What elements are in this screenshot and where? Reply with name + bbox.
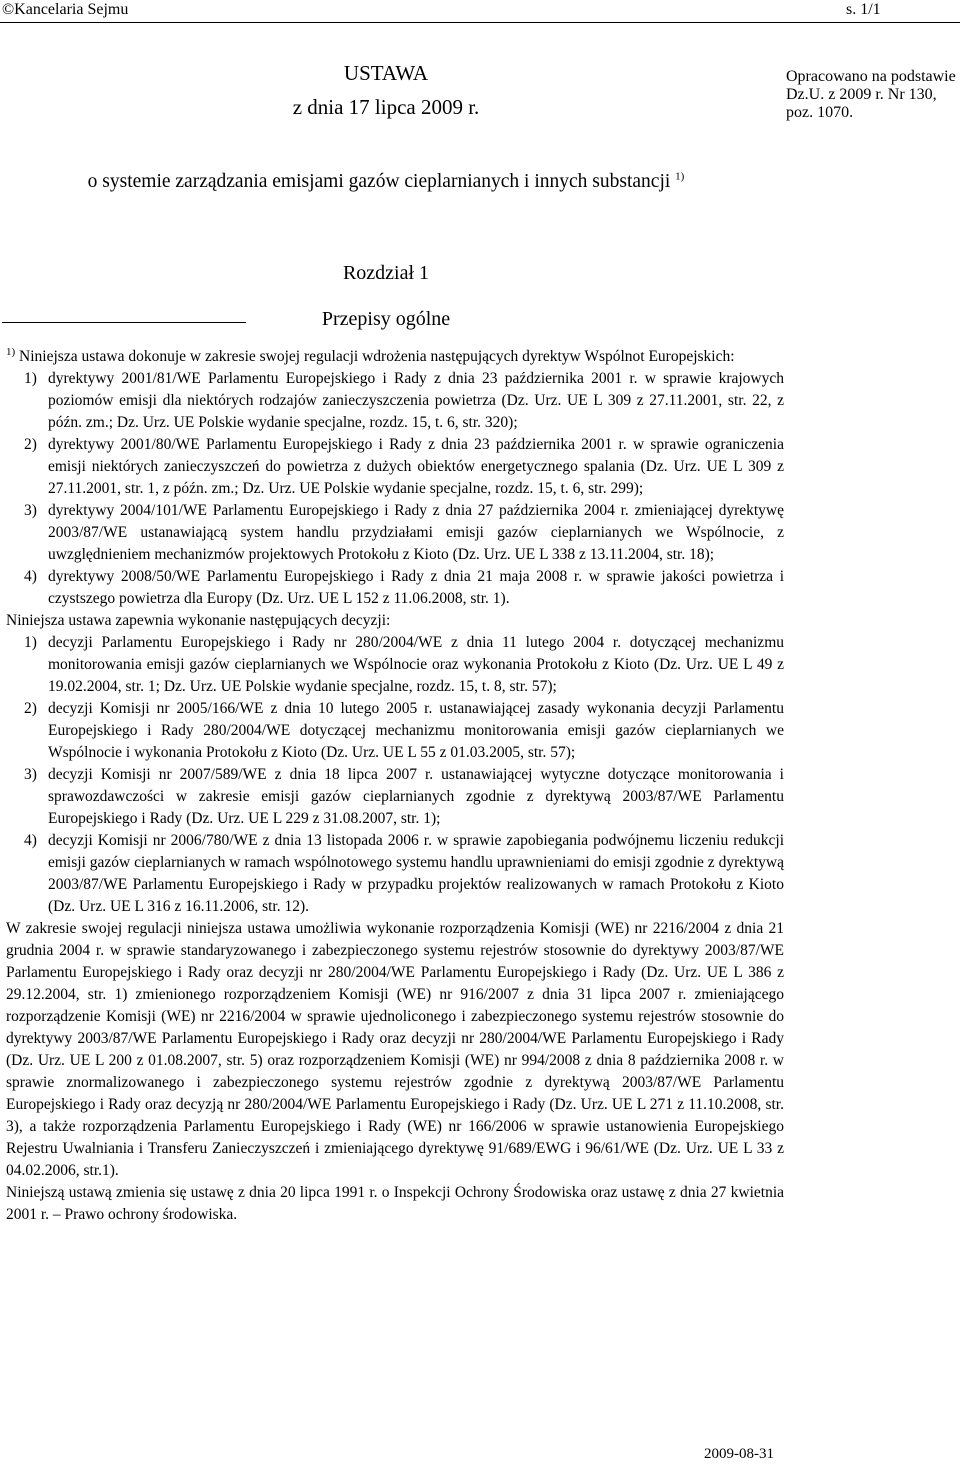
directive-list (6, 368, 784, 610)
footnote-divider (2, 322, 246, 323)
list-item-text: decyzji Komisji nr 2005/166/WE z dnia 10 lutego 2005 r. ustanawiającej zasady wykonania decyzji Parlamentu Europejskiego i Rady 280/2004/WE dotyczącej mechanizmu monitorowania emisji gazów cieplarnianych we Wspólnocie i wykonania Protokołu z Kioto (Dz. Urz. UE L 55 z 01.03.2005, str. 57); (48, 700, 784, 761)
list-item (6, 368, 784, 434)
list-item-text: dyrektywy 2001/81/WE Parlamentu Europejskiego i Rady z dnia 23 października 2001 r. w sprawie krajowych poziomów emisji dla niektórych rodzajów zanieczyszczenia powietrza (Dz. Urz. UE L 309 z 27.11.2001, str. 22, z późn. zm.; Dz. Urz. UE Polskie wydanie specjalne, rozdz. 15, t. 6, str. 320); (48, 370, 784, 431)
amendment-paragraph: Niniejszą ustawą zmienia się ustawę z dnia 20 lipca 1991 r. o Inspekcji Ochrony Środowiska oraz ustawę z dnia 27 kwietnia 2001 r. – Prawo ochrony środowiska. (6, 1184, 784, 1223)
source-note: Opracowano na podstawie Dz.U. z 2009 r. Nr 130, poz. 1070. (786, 68, 956, 121)
act-subject-footnote-ref: 1) (675, 170, 685, 183)
decisions-intro: Niniejsza ustawa zapewnia wykonanie następujących decyzji: (6, 612, 391, 629)
act-subject-text: o systemie zarządzania emisjami gazów cieplarnianych i innych substancji (87, 171, 671, 192)
list-item-text: decyzji Komisji nr 2007/589/WE z dnia 18 lipca 2007 r. ustanawiającej wytyczne dotyczące monitorowania i sprawozdawczości w zakresie emisji gazów cieplarnianych zgodnie z dyrektywą 2003/87/WE Parlamentu Europejskiego i Rady (Dz. Urz. UE L 229 z 31.08.2007, str. 1); (48, 766, 784, 827)
list-item (6, 764, 784, 830)
decision-list (6, 632, 784, 918)
list-item-number: 1) (24, 634, 37, 651)
list-item (6, 830, 784, 918)
list-item-text: dyrektywy 2004/101/WE Parlamentu Europejskiego i Rady z dnia 27 października 2004 r. zmieniającej dyrektywę 2003/87/WE ustanawiającą system handlu przydziałami emisji gazów cieplarnianych we Wspólnocie, z uwzględnieniem mechanizmów projektowych Protokołu z Kioto (Dz. Urz. UE L 338 z 13.11.2004, str. 18); (48, 502, 784, 563)
act-title: USTAWA (343, 61, 429, 85)
chapter-heading (0, 250, 772, 342)
list-item-number: 4) (24, 832, 37, 849)
header-divider (0, 22, 960, 23)
act-date: z dnia 17 lipca 2009 r. (292, 95, 480, 119)
regulation-paragraph: W zakresie swojej regulacji niniejsza ustawa umożliwia wykonanie rozporządzenia Komisji (WE) nr 2216/2004 z dnia 21 grudnia 2004 r. w sprawie standaryzowanego i zabezpieczonego systemu rejestrów stosownie do dyrektywy 2003/87/WE Parlamentu Europejskiego i Rady oraz decyzji nr 280/2004/WE Parlamentu Europejskiego i Rady (Dz. Urz. UE L 386 z 29.12.2004, str. 1) zmienionego rozporządzeniem Komisji (WE) nr 916/2007 z dnia 31 lipca 2007 r. zmieniającego rozporządzenie Komisji (WE) nr 2216/2004 w sprawie ujednoliconego i zabezpieczonego systemu rejestrów stosownie do dyrektywy 2003/87/WE Parlamentu Europejskiego i Rady oraz decyzji nr 280/2004/WE Parlamentu Europejskiego i Rady (Dz. Urz. UE L 200 z 01.08.2007, str. 5) oraz rozporządzeniem Komisji (WE) nr 994/2008 z dnia 8 października 2008 r. w sprawie znormalizowanego i zabezpieczonego systemu rejestrów zgodnie z dyrektywą 2003/87/WE Parlamentu Europejskiego i Rady oraz decyzją nr 280/2004/WE Parlamentu Europejskiego i Rady (Dz. Urz. UE L 271 z 11.10.2008, str. 3), a także rozporządzenia Parlamentu Europejskiego i Rady (WE) nr 166/2006 w sprawie ustanowienia Europejskiego Rejestru Uwalniania i Transferu Zanieczyszczeń i zmieniającego dyrektywę 91/689/EWG i 96/61/WE (Dz. Urz. UE L 33 z 04.02.2006, str.1). (6, 920, 784, 1179)
list-item (6, 698, 784, 764)
footnote-mark: 1) (6, 345, 16, 358)
footnote-intro-text: Niniejsza ustawa dokonuje w zakresie swojej regulacji wdrożenia następujących dyrektyw Wspólnot Europejskich: (19, 348, 735, 365)
header-copyright: ©Kancelaria Sejmu (2, 1, 129, 18)
list-item-text: decyzji Parlamentu Europejskiego i Rady nr 280/2004/WE z dnia 11 lutego 2004 r. dotyczącej mechanizmu monitorowania emisji gazów cieplarnianych we Wspólnocie oraz wykonania Protokołu z Kioto (Dz. Urz. UE L 49 z 19.02.2004, str. 1; Dz. Urz. UE Polskie wydanie specjalne, rozdz. 15, t. 8, str. 57); (48, 634, 784, 695)
list-item-number: 3) (24, 766, 37, 783)
list-item (6, 632, 784, 698)
list-item-text: decyzji Komisji nr 2006/780/WE z dnia 13 listopada 2006 r. w sprawie zapobiegania podwójnemu liczeniu redukcji emisji gazów cieplarnianych w ramach wspólnotowego systemu handlu uprawnieniami do emisji zgodnie z dyrektywą 2003/87/WE Parlamentu Europejskiego i Rady w przypadku projektów realizowanych w ramach Protokołu z Kioto (Dz. Urz. UE L 316 z 16.11.2006, str. 12). (48, 832, 784, 915)
list-item-number: 2) (24, 436, 37, 453)
list-item-text: dyrektywy 2001/80/WE Parlamentu Europejskiego i Rady z dnia 23 października 2001 r. w sprawie ograniczenia emisji niektórych zanieczyszczeń do powietrza z dużych obiektów energetycznego spalania (Dz. Urz. UE L 309 z 27.11.2001, str. 1, z późn. zm.; Dz. Urz. UE Polskie wydanie specjalne, rozdz. 15, t. 6, str. 299); (48, 436, 784, 497)
list-item (6, 566, 784, 610)
list-item-number: 2) (24, 700, 37, 717)
list-item-number: 1) (24, 370, 37, 387)
list-item-number: 4) (24, 568, 37, 585)
list-item-number: 3) (24, 502, 37, 519)
page-date: 2009-08-31 (704, 1446, 774, 1462)
chapter-title: Przepisy ogólne (321, 308, 451, 330)
header-page-number: s. 1/1 (846, 1, 881, 18)
act-heading (0, 56, 772, 124)
act-subject (0, 170, 772, 194)
list-item-text: dyrektywy 2008/50/WE Parlamentu Europejskiego i Rady z dnia 21 maja 2008 r. w sprawie jakości powietrza i czystszego powietrza dla Europy (Dz. Urz. UE L 152 z 11.06.2008, str. 1). (48, 568, 784, 607)
chapter-number: Rozdział 1 (342, 262, 430, 284)
footnote-body (6, 346, 784, 1226)
list-item (6, 500, 784, 566)
list-item (6, 434, 784, 500)
footnote-intro (6, 346, 784, 368)
